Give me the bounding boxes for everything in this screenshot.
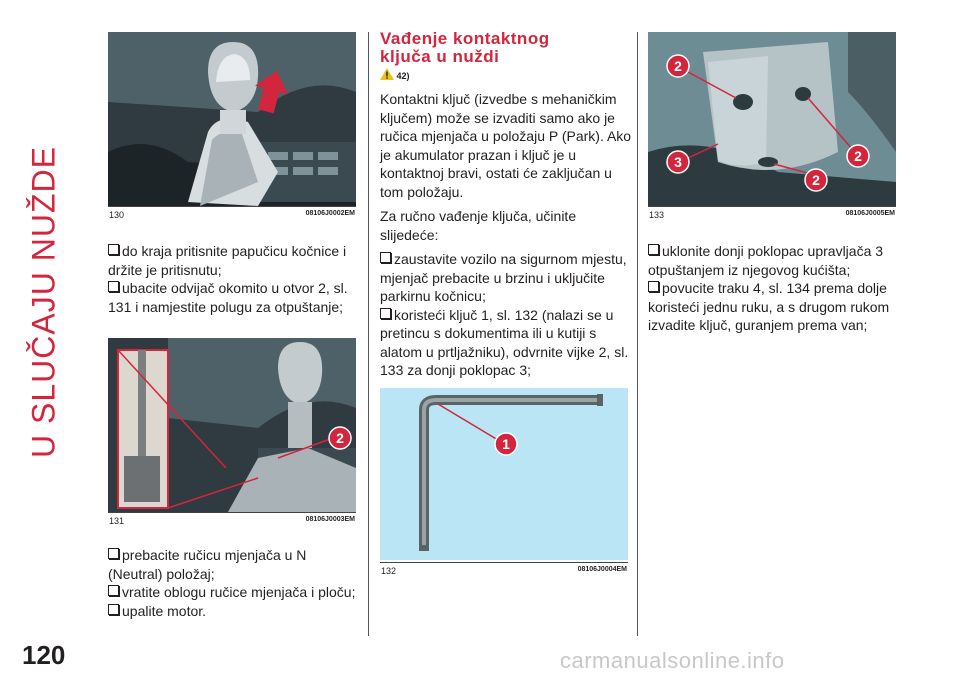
figure-image [380, 388, 628, 560]
column-divider [637, 32, 638, 636]
checkbox-bullet-icon [108, 585, 119, 596]
callout-number: 2 [674, 58, 682, 74]
figure-131 [108, 338, 356, 526]
figure-133 [648, 32, 896, 222]
checkbox-bullet-icon [108, 244, 119, 255]
figure-image [108, 338, 356, 512]
list-item: koristeći ključ 1, sl. 132 (nalazi se u pretincu s dokumentima ili u kutiji s alatom u prtljažniku), odvrnite vijke 2, sl. 133 za donji poklopac 3; [380, 306, 629, 378]
section-heading: Vađenje kontaktnog ključa u nuždi [380, 29, 550, 66]
page-number: 120 [22, 640, 66, 670]
figure-image [648, 32, 896, 206]
section-title-vertical: U SLUČAJU NUŽDE [25, 146, 62, 458]
column3-steps [648, 242, 900, 335]
column1-steps-a [108, 242, 360, 316]
warning-triangle-icon [380, 68, 394, 80]
list-item: ubacite odvijač okomito u otvor 2, sl. 131 i namjestite polugu za otpuštanje; [108, 280, 348, 315]
warning-reference: 42) [380, 68, 410, 81]
column-divider [368, 32, 369, 636]
figure-caption: 132 08106J0004EM [380, 562, 628, 577]
checkbox-bullet-icon [648, 281, 659, 292]
checkbox-bullet-icon [380, 308, 391, 319]
watermark: carmanualsonline.info [560, 648, 785, 673]
paragraph: Za ručno vađenje ključa, učinite slijedeće: [380, 208, 577, 243]
callout-number: 2 [812, 172, 820, 188]
figure-caption: 131 08106J0003EM [108, 512, 356, 527]
list-item: do kraja pritisnite papučicu kočnice i držite je pritisnutu; [108, 243, 347, 278]
list-item: prebacite ručicu mjenjača u N (Neutral) položaj; [108, 547, 307, 582]
callout-number: 2 [336, 430, 344, 446]
paragraph: Kontaktni ključ (izvedbe s mehaničkim ključem) može se izvaditi samo ako je ručica mjenjača u položaju P (Park). Ako je akumulator prazan i ključ je u kontaktnoj bravi, ostati će zaključan u tom položaju. [380, 91, 632, 200]
list-item: uklonite donji poklopac upravljača 3 otpuštanjem iz njegovog kućišta; [648, 243, 884, 278]
checkbox-bullet-icon [108, 281, 119, 292]
checkbox-bullet-icon [380, 252, 391, 263]
checkbox-bullet-icon [108, 548, 119, 559]
figure-image [108, 32, 356, 206]
column1-steps-b [108, 546, 360, 620]
column2-text [380, 90, 632, 380]
list-item: upalite motor. [108, 602, 360, 621]
checkbox-bullet-icon [648, 244, 659, 255]
figure-130 [108, 32, 356, 220]
list-item: vratite oblogu ručice mjenjača i ploču; [108, 583, 360, 602]
list-item: zaustavite vozilo na sigurnom mjestu, mjenjač prebacite u brzinu i uključite parkirnu kočnicu; [380, 251, 627, 304]
list-item: povucite traku 4, sl. 134 prema dolje koristeći jednu ruku, a s drugom rukom izvadite ključ, guranjem prema van; [648, 280, 890, 333]
callout-number: 3 [674, 154, 682, 170]
figure-caption: 133 08106J0005EM [648, 206, 896, 221]
figure-132 [380, 388, 628, 578]
callout-number: 1 [502, 436, 510, 452]
callout-number: 2 [854, 148, 862, 164]
checkbox-bullet-icon [108, 604, 119, 615]
figure-caption: 130 08106J0002EM [108, 206, 356, 221]
